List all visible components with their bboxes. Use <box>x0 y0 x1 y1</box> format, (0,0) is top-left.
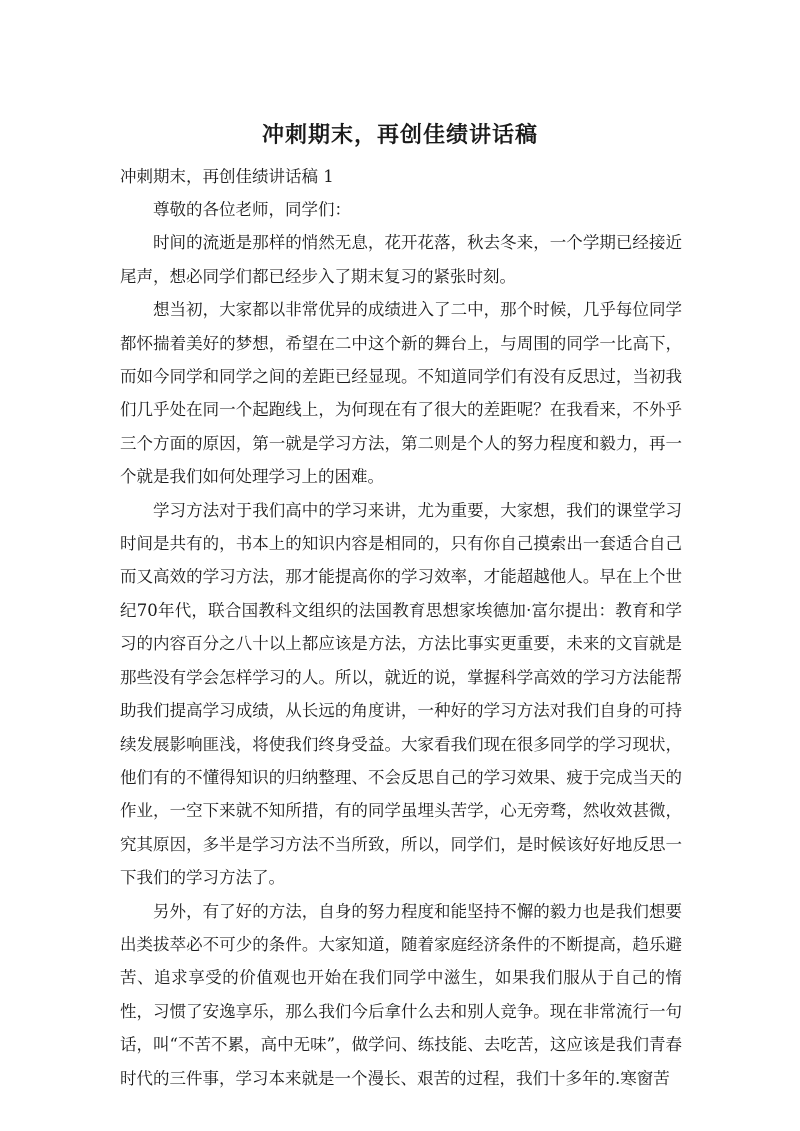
document-body <box>120 193 682 1095</box>
paragraph-1: 时间的流逝是那样的悄然无息，花开花落，秋去冬来，一个学期已经接近尾声，想必同学们都已经步入了期末复习的紧张时刻。 <box>120 233 682 286</box>
paragraph-4: 另外，有了好的方法，自身的努力程度和能坚持不懈的毅力也是我们想要出类拔萃必不可少的条件。大家知道，随着家庭经济条件的不断提高，趋乐避苦、追求享受的价值观也开始在我们同学中滋生，如果我们服从于自己的惰性，习惯了安逸享乐，那么我们今后拿什么去和别人竞争。现在非常流行一句话，叫“不苦不累，高中无味”，做学问、练技能、去吃苦，这应该是我们青春时代的三件事，学习本来就是一个漫长、艰苦的过程，我们十多年的.寒窗苦 <box>120 901 682 1088</box>
document-title: 冲刺期末，再创佳绩讲话稿 <box>261 123 538 148</box>
paragraph-2: 想当初，大家都以非常优异的成绩进入了二中，那个时候，几乎每位同学都怀揣着美好的梦想，希望在二中这个新的舞台上，与周围的同学一比高下，而如今同学和同学之间的差距已经显现。不知道同学们有没有反思过，当初我们几乎处在同一个起跑线上，为何现在有了很大的差距呢？在我看来，不外乎三个方面的原因，第一就是学习方法，第二则是个人的努力程度和毅力，再一个就是我们如何处理学习上的困难。 <box>120 300 682 487</box>
document-subtitle: 冲刺期末，再创佳绩讲话稿 1 <box>120 167 334 186</box>
paragraph-salutation: 尊敬的各位老师，同学们： <box>153 200 351 219</box>
paragraph-3: 学习方法对于我们高中的学习来讲，尤为重要，大家想，我们的课堂学习时间是共有的，书本上的知识内容是相同的，只有你自己摸索出一套适合自己而又高效的学习方法，那才能提高你的学习效率，才能超越他人。早在上个世纪70年代，联合国教科文组织的法国教育思想家埃德加·富尔提出：教育和学习的内容百分之八十以上都应该是方法，方法比事实更重要，未来的文盲就是那些没有学会怎样学习的人。所以，就近的说，掌握科学高效的学习方法能帮助我们提高学习成绩，从长远的角度讲，一种好的学习方法对我们自身的可持续发展影响匪浅，将使我们终身受益。大家看我们现在很多同学的学习现状，他们有的不懂得知识的归纳整理、不会反思自己的学习效果、疲于完成当天的作业，一空下来就不知所措，有的同学虽埋头苦学，心无旁骛，然收效甚微，究其原因，多半是学习方法不当所致，所以，同学们，是时候该好好地反思一下我们的学习方法了。 <box>120 500 682 888</box>
